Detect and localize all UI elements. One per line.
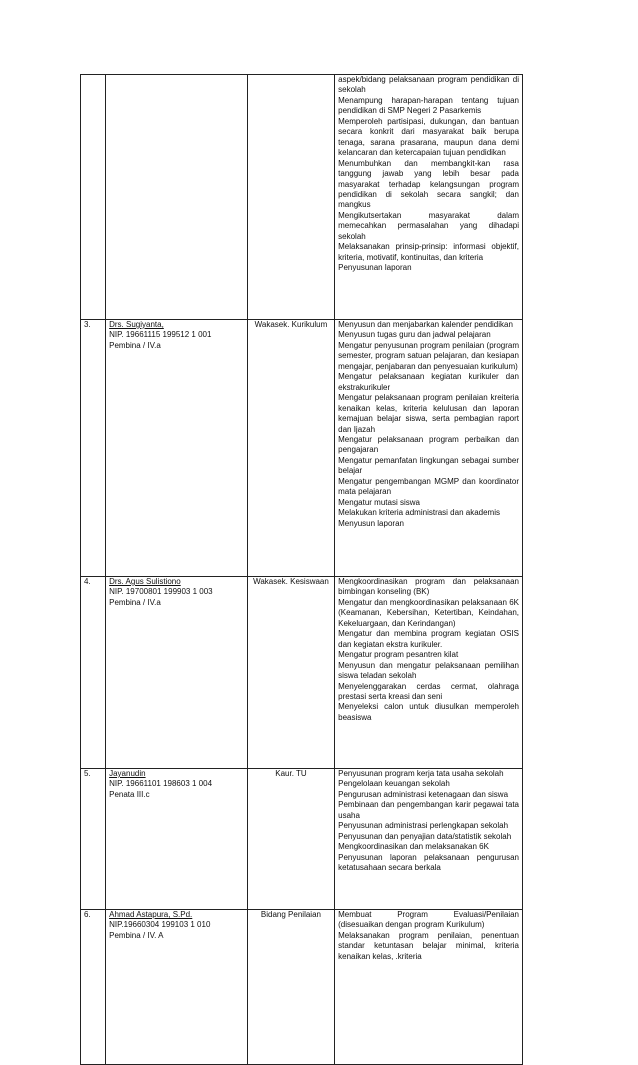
duty-table [80, 74, 523, 1065]
task-item: Mengkoordinasikan program dan pelaksanaan bimbingan konseling (BK) [338, 577, 519, 597]
task-item: Penyusunan program kerja tata usaha sekolah [338, 769, 504, 778]
table-row [81, 910, 523, 1065]
task-item: Pengelolaan keuangan sekolah [338, 779, 450, 789]
task-item: Mengkoordinasikan dan melaksanakan 6K [338, 842, 489, 852]
task-item: Melaksanakan program penilaian, penentuan standar ketuntasan belajar minimal, kriteria kenaikan kelas, .kriteria [338, 930, 519, 961]
staff-nip: NIP. 19661101 198603 1 004 [109, 779, 213, 789]
table-row [81, 320, 523, 577]
table-row [81, 769, 523, 910]
staff-identity [106, 769, 248, 910]
task-item: Mengatur program pesantren kilat [338, 650, 459, 660]
staff-identity [106, 910, 248, 1065]
task-list [335, 577, 523, 769]
task-list [335, 320, 523, 577]
task-item: Melakukan kriteria administrasi dan akademis [338, 508, 500, 518]
staff-identity [106, 75, 248, 320]
staff-name: Jayanudin [109, 769, 146, 778]
task-item: Mengatur penyusunan program penilaian (program semester, program satuan pelajaran, dan kesiapan mengajar, penjabaran dan penyesuaian kurikulum) [338, 340, 519, 371]
task-item: Penyusunan laporan pelaksanaan pengurusan ketatusahaan secara berkala [338, 852, 519, 873]
staff-name: Drs. Sugiyanta, [109, 320, 164, 329]
staff-nip: NIP. 19700801 199903 1 003 [109, 587, 213, 597]
task-item: aspek/bidang pelaksanaan program pendidikan di sekolah [338, 75, 519, 95]
task-item: Pembinaan dan pengembangan karir pegawai tata usaha [338, 800, 519, 820]
staff-position: Kaur. TU [247, 769, 334, 910]
staff-identity [106, 577, 248, 769]
staff-name: Drs. Agus Sulistiono [109, 577, 181, 586]
table-row [81, 577, 523, 769]
task-list [335, 910, 523, 1065]
task-item: Mengikutsertakan masyarakat dalam memecahkan permasalahan yang dihadapi sekolah [338, 210, 519, 241]
task-list [335, 769, 523, 910]
task-item: Menyusun laporan [338, 518, 404, 528]
task-item: Menyeleksi calon untuk diusulkan memperoleh beasiswa [338, 702, 519, 722]
task-item: Mengatur dan mengkoordinasikan pelaksanaan 6K (Keamanan, Kebersihan, Ketertiban, Keindahan, Kekeluargaan, dan Kerindangan) [338, 597, 519, 628]
task-item: Mengatur mutasi siswa [338, 497, 420, 507]
task-item: Membuat Program Evaluasi/Penilaian (disesuaikan dengan program Kurikulum) [338, 910, 519, 930]
task-item: Penyusunan administrasi perlengkapan sekolah [338, 821, 509, 831]
staff-nip: NIP.19660304 199103 1 010 [109, 920, 211, 930]
task-item: Mengatur dan membina program kegiatan OSIS dan kegiatan ekstra kurikuler. [338, 629, 519, 649]
task-item: Melaksanakan prinsip-prinsip: informasi objektif, kriteria, motivatif, kontinuitas, dan kriteria [338, 242, 519, 262]
task-item: Penyusunan dan penyajian data/statistik sekolah [338, 831, 512, 841]
task-item: Mengatur pelaksanaan program penilaian kreiteria kenaikan kelas, kriteria kelulusan dan laporan kemajuan belajar siswa, serta pembagian raport dan Ijazah [338, 393, 519, 434]
row-number: 4. [81, 577, 106, 769]
task-item: Penyusunan laporan [338, 263, 412, 273]
task-item: Mengatur pelaksanaan program perbaikan dan pengajaran [338, 434, 519, 455]
staff-nip: NIP. 19661115 199512 1 001 [109, 330, 212, 340]
staff-position: Bidang Penilaian [247, 910, 334, 1065]
task-item: Mengatur pemanfatan lingkungan sebagai sumber belajar [338, 455, 519, 476]
staff-rank: Pembina / IV. A [109, 930, 164, 940]
task-item: Menyusun dan mengatur pelaksanaan pemilihan siswa teladan sekolah [338, 660, 519, 681]
task-item: Menampung harapan-harapan tentang tujuan pendidikan di SMP Negeri 2 Pasarkemis [338, 95, 519, 116]
staff-position: Wakasek. Kurikulum [247, 320, 334, 577]
row-number: 6. [81, 910, 106, 1065]
task-item: Menyusun tugas guru dan jadwal pelajaran [338, 330, 491, 340]
task-item: Menyelenggarakan cerdas cermat, olahraga prestasi serta kreasi dan seni [338, 681, 519, 701]
task-item: Memperoleh partisipasi, dukungan, dan bantuan secara konkrit dari masyarakat baik berupa tenaga, sarana prasarana, maupun dana demi kelancaran dan ketercapaian tujuan pendidikan [338, 116, 519, 158]
task-list [335, 75, 523, 320]
row-number: 3. [81, 320, 106, 577]
task-item: Mengatur pelaksanaan kegiatan kurikuler dan ekstrakurikuler [338, 372, 519, 392]
task-item: Mengatur pengembangan MGMP dan koordinator mata pelajaran [338, 476, 519, 497]
staff-rank: Pembina / IV.a [109, 597, 161, 607]
row-number [81, 75, 106, 320]
staff-rank: Pembina / IV.a [109, 340, 161, 350]
staff-position [247, 75, 334, 320]
row-number: 5. [81, 769, 106, 910]
staff-name: Ahmad Astapura, S.Pd. [109, 910, 193, 919]
task-item: Pengurusan administrasi ketenagaan dan siswa [338, 789, 509, 799]
table-row [81, 75, 523, 320]
task-item: Menyusun dan menjabarkan kalender pendidikan [338, 320, 513, 329]
staff-position: Wakasek. Kesiswaan [247, 577, 334, 769]
staff-rank: Penata III.c [109, 789, 150, 799]
staff-identity [106, 320, 248, 577]
task-item: Menumbuhkan dan membangkit-kan rasa tanggung jawab yang lebih besar pada masyarakat terhadap kelangsungan program pendidikan di sekolah secara sangkil; dan mangkus [338, 158, 519, 210]
